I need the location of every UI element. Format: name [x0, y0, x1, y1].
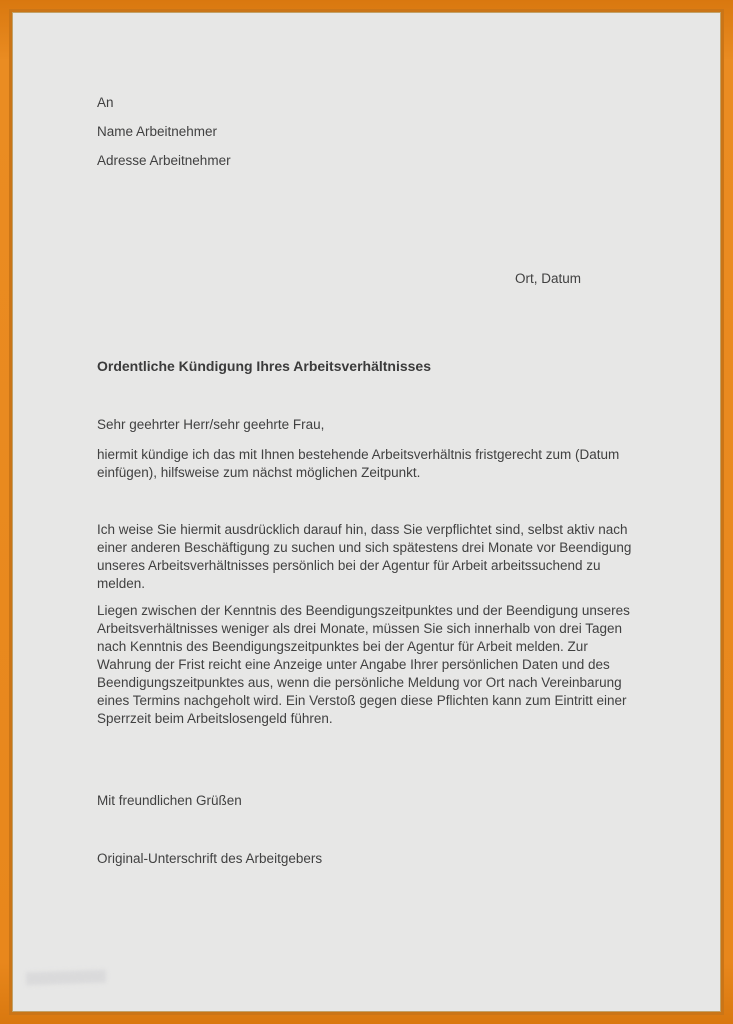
body-paragraph-obligation: Ich weise Sie hiermit ausdrücklich darauf hin, dass Sie verpflichtet sind, selbst aktiv nach einer anderen Beschäftigung zu suchen und sich spätestens drei Monate vor Beendigung unseres Arbeitsverhältnisses persönlich bei der Agentur für Arbeit arbeitssuchend zu melden.: [97, 522, 632, 591]
recipient-line-name: Name Arbeitnehmer: [97, 124, 218, 139]
place-date-line: Ort, Datum: [515, 271, 582, 286]
signature-line: Original-Unterschrift des Arbeitgebers: [97, 851, 323, 866]
body-paragraph-deadline: Liegen zwischen der Kenntnis des Beendigungszeitpunktes und der Beendigung unseres Arbeitsverhältnisses weniger als drei Monate, müssen Sie sich innerhalb von drei Tagen nach Kenntnis des Beendigungszeitpunktes bei der Agentur für Arbeit melden. Zur Wahrung der Frist reicht eine Anzeige unter Angabe Ihrer persönlichen Daten und des Beendigungszeitpunktes aus, wenn die persönliche Meldung vor Ort nach Vereinbarung eines Termins nachgeholt wird. Ein Verstoß gegen diese Pflichten kann zum Eintritt einer Sperrzeit beim Arbeitslosengeld führen.: [97, 603, 630, 726]
salutation-line: Sehr geehrter Herr/sehr geehrte Frau,: [97, 417, 325, 432]
subject-heading: Ordentliche Kündigung Ihres Arbeitsverhältnisses: [97, 358, 431, 374]
recipient-line-an: An: [97, 95, 114, 110]
letter-page: [13, 13, 720, 1011]
recipient-line-address: Adresse Arbeitnehmer: [97, 153, 231, 168]
recipient-address-block: [97, 96, 231, 183]
faint-watermark-smudge: [26, 970, 106, 986]
closing-line: Mit freundlichen Grüßen: [97, 793, 242, 808]
body-paragraph-notice: hiermit kündige ich das mit Ihnen bestehende Arbeitsverhältnis fristgerecht zum (Datum einfügen), hilfsweise zum nächst möglichen Zeitpunkt.: [97, 447, 620, 480]
